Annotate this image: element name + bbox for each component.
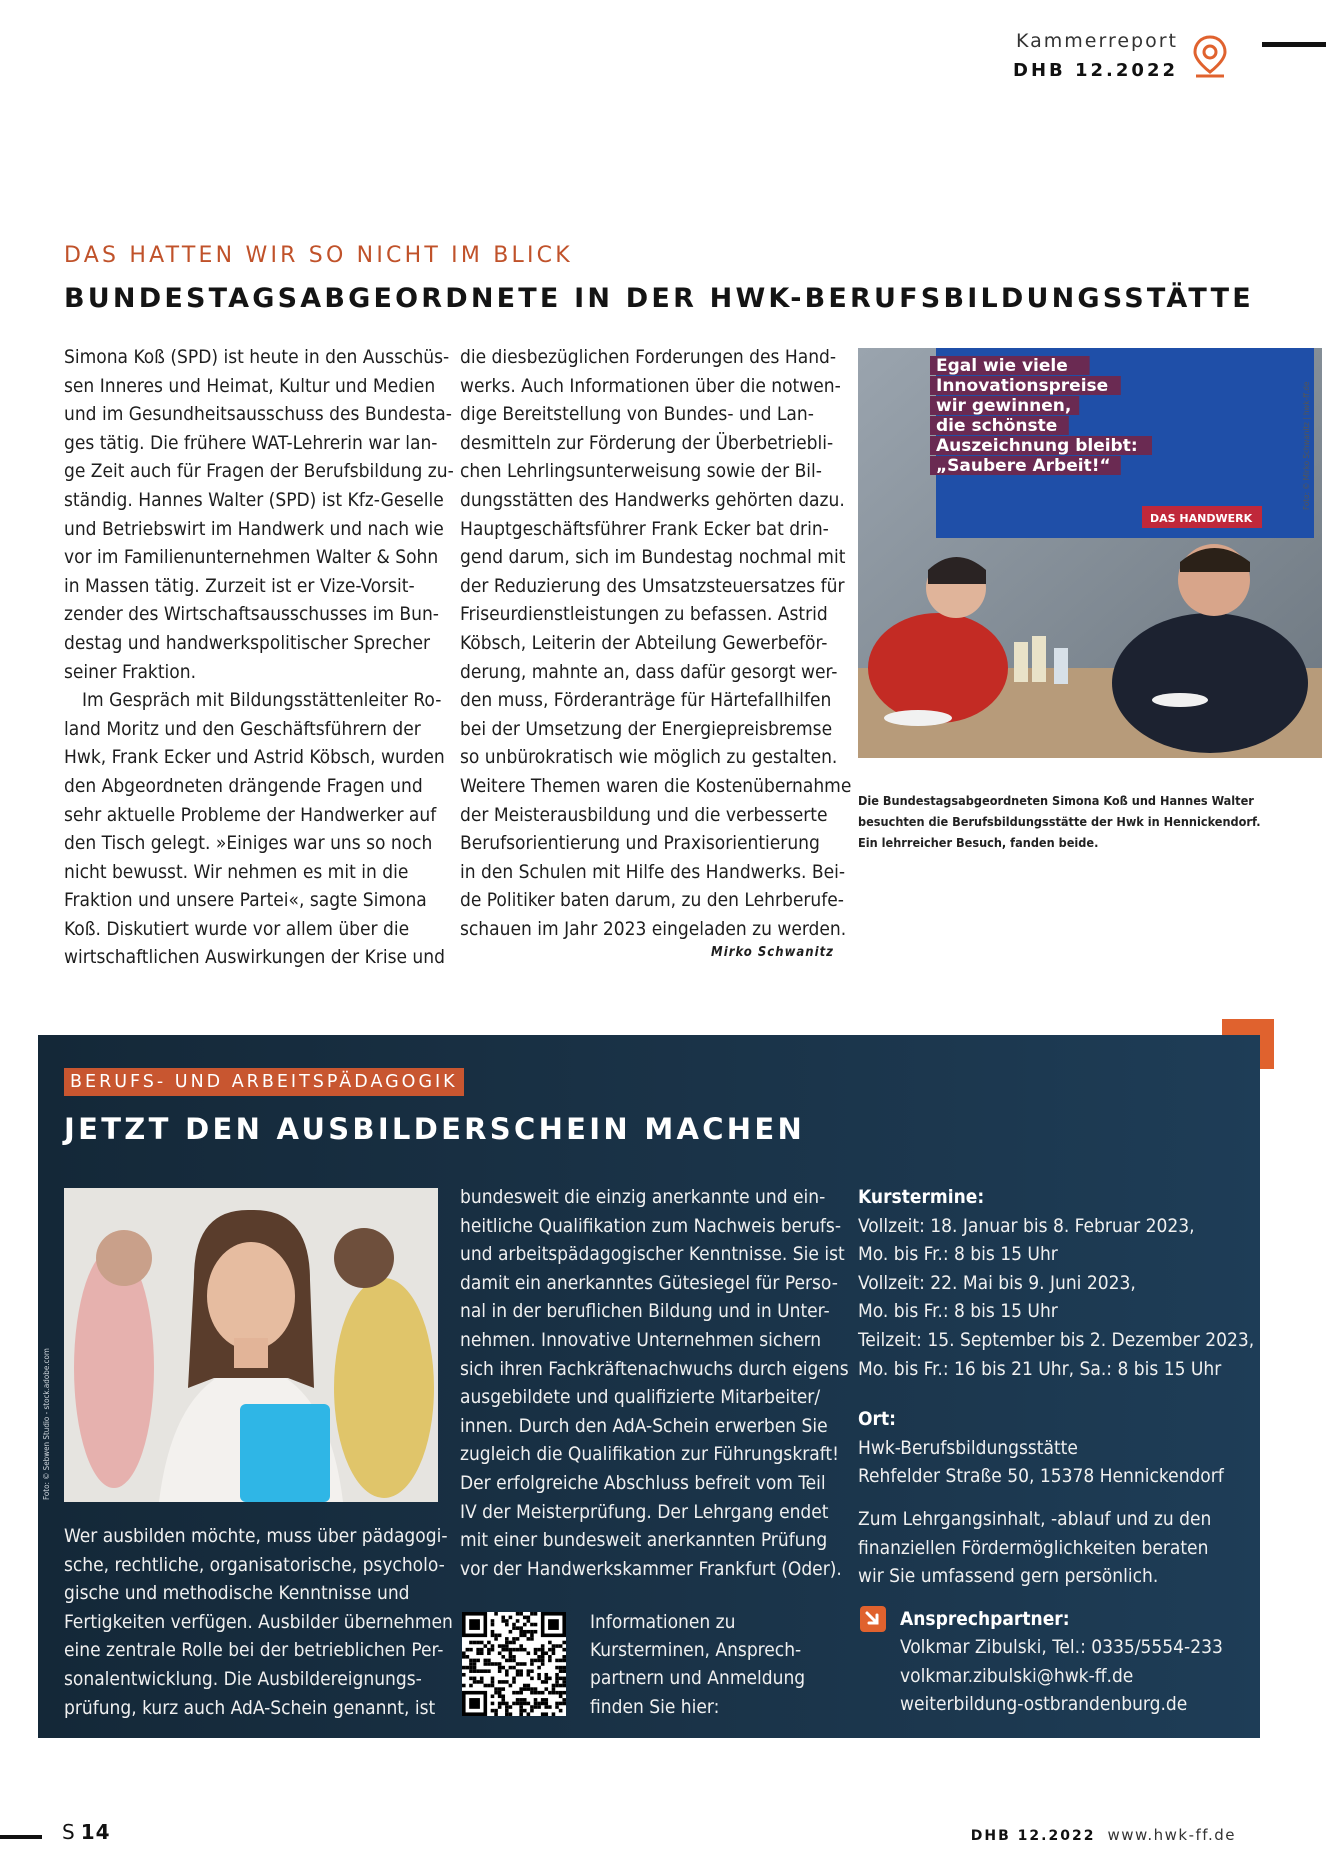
footer-rule: [0, 1835, 42, 1839]
poster-line: Auszeichnung bleibt:: [936, 436, 1138, 456]
caption-line: besuchten die Berufsbildungsstätte der Hwk in Hennickendorf.: [858, 814, 1261, 829]
box-kicker: BERUFS- UND ARBEITSPÄDAGOGIK: [64, 1068, 464, 1096]
article-line: chen Lehrlingsunterweisung sowie der Bil-: [460, 460, 822, 483]
box-line: bundesweit die einzig anerkannte und ein-: [460, 1186, 826, 1208]
article-line: in den Schulen mit Hilfe des Handwerks. Bei-: [460, 860, 846, 883]
article-line: zender des Wirtschaftsausschusses im Bun-: [64, 603, 439, 626]
poster-line: „Saubere Arbeit!“: [936, 456, 1111, 476]
article-line: land Moritz und den Geschäftsführern der: [64, 717, 421, 740]
box-column-right: [858, 1183, 1255, 1591]
article-line: sehr aktuelle Probleme der Handwerker auf: [64, 803, 437, 826]
box-line: Fertigkeiten verfügen. Ausbilder übernehmen: [64, 1610, 453, 1633]
caption-line: Ein lehrreicher Besuch, fanden beide.: [858, 835, 1099, 850]
article-line: Im Gespräch mit Bildungsstättenleiter Ro-: [82, 689, 442, 712]
article-line: dige Bereitstellung von Bundes- und Lan-: [460, 403, 814, 426]
info-line: Zum Lehrgangsinhalt, -ablauf und zu den: [858, 1507, 1212, 1530]
contact-block: [900, 1605, 1223, 1719]
article-line: und Betriebswirt im Handwerk und nach wie: [64, 517, 444, 540]
article-line: Köbsch, Leiterin der Abteilung Gewerbeför-: [460, 631, 828, 654]
section-label: Kammerreport: [1016, 30, 1178, 52]
article-line: ständig. Hannes Walter (SPD) ist Kfz-Geselle: [64, 488, 444, 511]
kurstermin-line: Vollzeit: 18. Januar bis 8. Februar 2023,: [858, 1214, 1195, 1237]
article-line: der Reduzierung des Umsatzsteuersatzes für: [460, 574, 845, 597]
box-line: und arbeitspädagogischer Kenntnisse. Sie ist: [460, 1243, 845, 1266]
trainer-photo: [64, 1188, 438, 1502]
article-line: Hwk, Frank Ecker und Astrid Köbsch, wurden: [64, 746, 445, 769]
qr-description: [590, 1608, 805, 1721]
article-line: derung, mahnte an, dass dafür gesorgt wer-: [460, 660, 838, 683]
article-line: dungsstätten des Handwerks gehörten dazu.: [460, 488, 845, 511]
box-line: vor der Handwerkskammer Frankfurt (Oder).: [460, 1557, 842, 1580]
contact-line: weiterbildung-ostbrandenburg.de: [900, 1693, 1188, 1716]
box-line: zugleich die Qualifikation zur Führungskraft!: [460, 1443, 839, 1466]
box-line: mit einer bundesweit anerkannten Prüfung: [460, 1529, 828, 1552]
photo-credit: Foto: © Mirko Schwanitz | hwk-ff.de: [1302, 381, 1311, 510]
article-photo: [858, 348, 1322, 758]
ort-label: Ort:: [858, 1408, 896, 1431]
box-line: heitliche Qualifikation zum Nachweis berufs-: [460, 1214, 842, 1237]
article-line: ges tätig. Die frühere WAT-Lehrerin war lan-: [64, 431, 438, 454]
kurstermin-line: Teilzeit: 15. September bis 2. Dezember 2023,: [858, 1328, 1255, 1351]
article-line: den Tisch gelegt. »Einiges war uns so noch: [64, 832, 433, 855]
article-line: in Massen tätig. Zurzeit ist er Vize-Vorsit-: [64, 574, 415, 597]
article-line: Friseurdienstleistungen zu befassen. Astrid: [460, 603, 828, 626]
article-line: Fraktion und unsere Partei«, sagte Simona: [64, 889, 427, 912]
article-line: Hauptgeschäftsführer Frank Ecker bat drin-: [460, 517, 829, 540]
header-rule: [1262, 42, 1326, 47]
article-line: bei der Umsetzung der Energiepreisbremse: [460, 717, 833, 740]
contact-label: Ansprechpartner:: [900, 1608, 1070, 1630]
box-line: innen. Durch den AdA-Schein erwerben Sie: [460, 1414, 828, 1437]
article-line: Berufsorientierung und Praxisorientierung: [460, 832, 820, 855]
info-line: wir Sie umfassend gern persönlich.: [858, 1565, 1159, 1588]
box-line: prüfung, kurz auch AdA-Schein genannt, ist: [64, 1696, 436, 1719]
article-line: Koß. Diskutiert wurde vor allem über die: [64, 917, 410, 940]
article-line: der Meisterausbildung und die verbesserte: [460, 803, 828, 826]
qr-text-line: Kursterminen, Ansprech-: [590, 1639, 802, 1662]
article-column-2: [460, 343, 852, 943]
article-line: wirtschaftlichen Auswirkungen der Krise und: [64, 946, 445, 969]
contact-line: Volkmar Zibulski, Tel.: 0335/5554-233: [900, 1636, 1223, 1659]
qr-text-line: partnern und Anmeldung: [590, 1667, 806, 1690]
box-column-left: [64, 1522, 453, 1722]
ort-line: Hwk-Berufsbildungsstätte: [858, 1436, 1078, 1459]
article-line: gend darum, sich im Bundestag nochmal mit: [460, 546, 846, 569]
page-number: S 14: [62, 1820, 111, 1844]
qr-code[interactable]: [462, 1612, 566, 1716]
box-line: Wer ausbilden möchte, muss über pädagogi-: [64, 1525, 448, 1547]
article-line: die diesbezüglichen Forderungen des Hand-: [460, 346, 837, 368]
article-line: den Abgeordneten drängende Fragen und: [64, 774, 423, 797]
box-line: sich ihren Fachkräftenachwuchs durch eigens: [460, 1357, 849, 1380]
box-title: JETZT DEN AUSBILDERSCHEIN MACHEN: [64, 1112, 806, 1146]
box-line: Der erfolgreiche Abschluss befreit vom Teil: [460, 1471, 826, 1494]
article-line: vor im Familienunternehmen Walter & Sohn: [64, 546, 439, 569]
box-line: IV der Meisterprüfung. Der Lehrgang endet: [460, 1500, 829, 1523]
article-line: Weitere Themen waren die Kostenübernahme: [460, 774, 852, 797]
box-line: nehmen. Innovative Unternehmen sichern: [460, 1328, 822, 1351]
caption-line: Die Bundestagsabgeordneten Simona Koß und Hannes Walter: [858, 793, 1254, 808]
article-line: schauen im Jahr 2023 eingeladen zu werden.: [460, 917, 847, 940]
photo-caption: [858, 790, 1298, 853]
article-line: sen Inneres und Heimat, Kultur und Medien: [64, 374, 436, 397]
poster-line: wir gewinnen,: [936, 396, 1072, 416]
qr-text-line: finden Sie hier:: [590, 1695, 720, 1718]
article-line: werks. Auch Informationen über die notwen-: [460, 374, 841, 397]
box-line: nal in der beruflichen Bildung und in Unter-: [460, 1300, 830, 1323]
article-line: ge Zeit auch für Fragen der Berufsbildung zu-: [64, 460, 454, 483]
article-line: de Politiker baten darum, zu den Lehrberufe-: [460, 889, 844, 912]
box-line: sonalentwicklung. Die Ausbildereignungs-: [64, 1667, 422, 1690]
article-author: Mirko Schwanitz: [711, 945, 834, 960]
article-line: desmitteln zur Förderung der Überbetriebli-: [460, 431, 834, 454]
kurstermin-line: Mo. bis Fr.: 8 bis 15 Uhr: [858, 1243, 1058, 1266]
footer-issue: DHB 12.2022: [970, 1828, 1096, 1844]
info-line: finanziellen Fördermöglichkeiten beraten: [858, 1536, 1209, 1559]
kurstermin-line: Vollzeit: 22. Mai bis 9. Juni 2023,: [858, 1271, 1136, 1294]
poster-line: Innovationspreise: [936, 376, 1109, 396]
article-headline: BUNDESTAGSABGEORDNETE IN DER HWK-BERUFSBILDUNGSSTÄTTE: [64, 283, 1254, 314]
article-kicker: DAS HATTEN WIR SO NICHT IM BLICK: [64, 243, 573, 268]
kurstermin-line: Mo. bis Fr.: 8 bis 15 Uhr: [858, 1300, 1058, 1323]
arrow-icon: [860, 1606, 886, 1632]
contact-line: volkmar.zibulski@hwk-ff.de: [900, 1664, 1134, 1687]
map-pin-icon: [1190, 34, 1230, 84]
article-line: den muss, Förderanträge für Härtefallhilfen: [460, 689, 832, 712]
article-line: destag und handwerkspolitischer Sprecher: [64, 631, 431, 654]
box-line: gische und methodische Kenntnisse und: [64, 1582, 410, 1605]
trainer-photo-credit: Foto: © Sebwen Studio - stock.adobe.com: [42, 1348, 51, 1500]
poster-line: Egal wie viele: [936, 356, 1068, 376]
box-line: sche, rechtliche, organisatorische, psycholo-: [64, 1553, 445, 1576]
kurstermine-label: Kurstermine:: [858, 1186, 985, 1208]
article-line: seiner Fraktion.: [64, 660, 196, 683]
poster-logo: DAS HANDWERK: [1150, 512, 1253, 525]
article-line: und im Gesundheitsausschuss des Bundesta-: [64, 403, 452, 426]
box-line: eine zentrale Rolle bei der betrieblichen Per-: [64, 1639, 444, 1662]
article-line: Simona Koß (SPD) ist heute in den Ausschüs-: [64, 346, 450, 368]
box-line: damit ein anerkanntes Gütesiegel für Perso-: [460, 1271, 838, 1294]
box-column-middle: [460, 1183, 849, 1583]
article-column-1: [64, 343, 454, 972]
article-line: so unbürokratisch wie möglich zu gestalten.: [460, 746, 838, 769]
box-line: ausgebildete und qualifizierte Mitarbeiter/: [460, 1386, 821, 1409]
qr-text-line: Informationen zu: [590, 1611, 736, 1633]
issue-label: DHB 12.2022: [1013, 60, 1178, 81]
poster-line: die schönste: [936, 416, 1058, 436]
kurstermin-line: Mo. bis Fr.: 16 bis 21 Uhr, Sa.: 8 bis 15 Uhr: [858, 1357, 1222, 1380]
ort-line: Rehfelder Straße 50, 15378 Hennickendorf: [858, 1465, 1224, 1488]
footer-url[interactable]: DHB 12.2022 www.hwk-ff.de: [970, 1826, 1236, 1844]
article-line: nicht bewusst. Wir nehmen es mit in die: [64, 860, 409, 883]
